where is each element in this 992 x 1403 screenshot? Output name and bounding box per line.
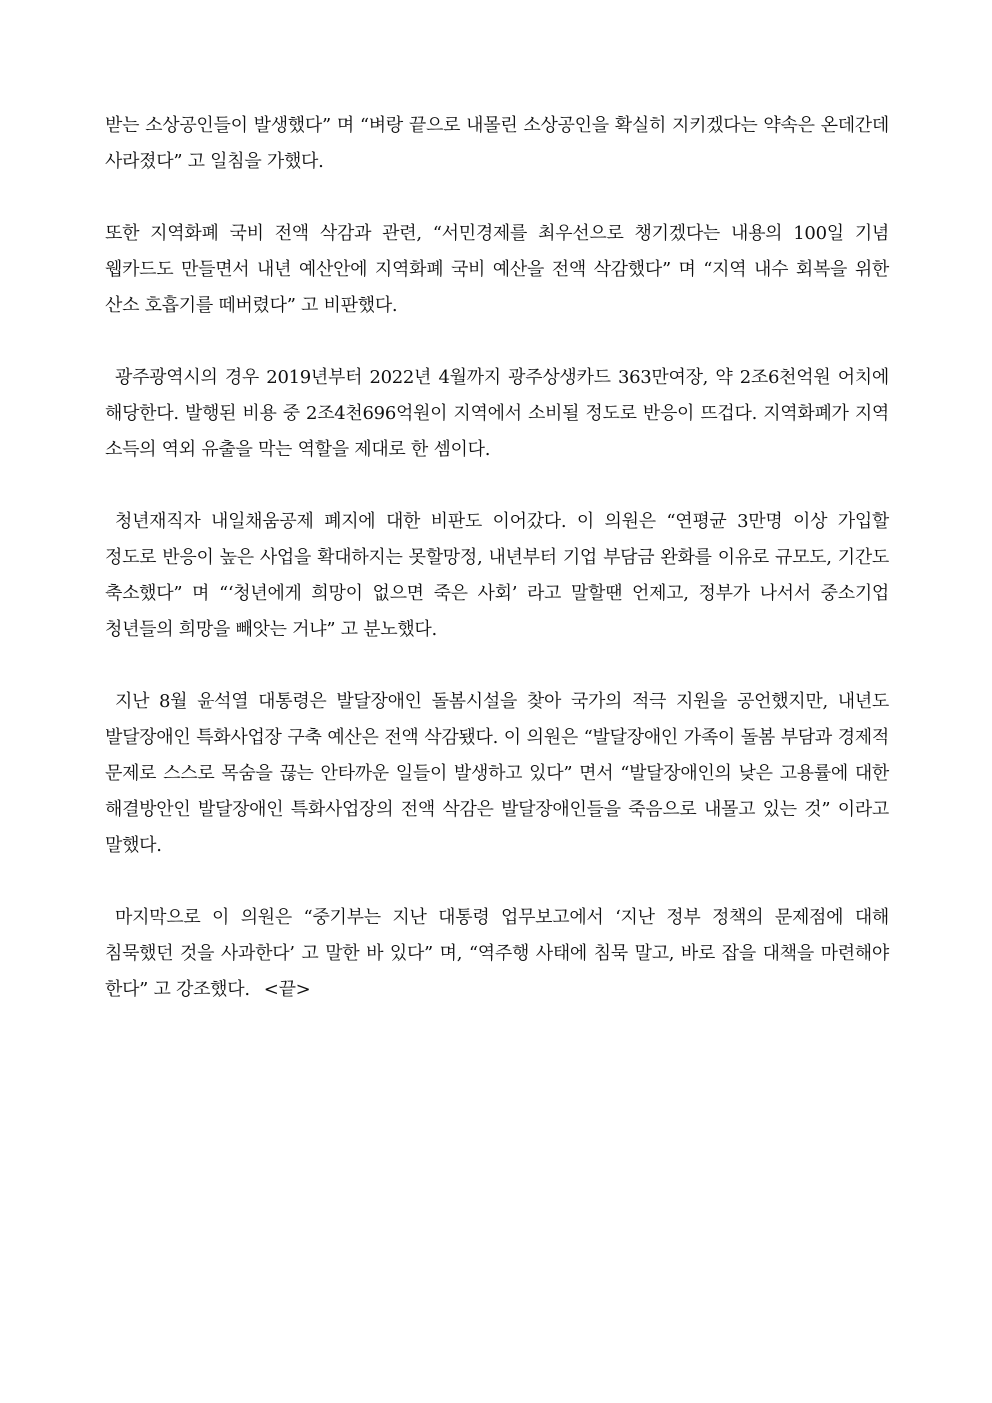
end-mark: <끝> — [263, 979, 311, 1000]
paragraph-text: 받는 소상공인들이 발생했다” 며 “벼랑 끝으로 내몰린 소상공인을 확실히 지키겠다는 약속은 온데간데 사라졌다” 고 일침을 가했다. — [105, 115, 889, 172]
document-body — [105, 108, 889, 1044]
paragraph-1 — [105, 108, 889, 180]
paragraph-text: 또한 지역화폐 국비 전액 삭감과 관련, “서민경제를 최우선으로 챙기겠다는 내용의 100일 기념 웹카드도 만들면서 내년 예산안에 지역화폐 국비 예산을 전액 삭감했다” 며 “지역 내수 회복을 위한 산소 호흡기를 떼버렸다” 고 비판했다. — [105, 223, 889, 316]
paragraph-5 — [105, 684, 889, 864]
paragraph-text: 지난 8월 윤석열 대통령은 발달장애인 돌봄시설을 찾아 국가의 적극 지원을 공언했지만, 내년도 발달장애인 특화사업장 구축 예산은 전액 삭감됐다. 이 의원은 “발달장애인 가족이 돌봄 부담과 경제적 문제로 스스로 목숨을 끊는 안타까운 일들이 발생하고 있다” 면서 “발달장애인의 낮은 고용률에 대한 해결방안인 발달장애인 특화사업장의 전액 삭감은 발달장애인들을 죽음으로 내몰고 있는 것” 이라고 말했다. — [105, 691, 889, 856]
paragraph-6 — [105, 900, 889, 1008]
paragraph-text: 마지막으로 이 의원은 “중기부는 지난 대통령 업무보고에서 ‘지난 정부 정책의 문제점에 대해 침묵했던 것을 사과한다’ 고 말한 바 있다” 며, “역주행 사태에 침묵 말고, 바로 잡을 대책을 마련해야 한다” 고 강조했다. — [105, 907, 889, 1000]
paragraph-text: 광주광역시의 경우 2019년부터 2022년 4월까지 광주상생카드 363만여장, 약 2조6천억원 어치에 해당한다. 발행된 비용 중 2조4천696억원이 지역에서 소비될 정도로 반응이 뜨겁다. 지역화폐가 지역 소득의 역외 유출을 막는 역할을 제대로 한 셈이다. — [105, 367, 889, 460]
paragraph-text: 청년재직자 내일채움공제 폐지에 대한 비판도 이어갔다. 이 의원은 “연평균 3만명 이상 가입할 정도로 반응이 높은 사업을 확대하지는 못할망정, 내년부터 기업 부담금 완화를 이유로 규모도, 기간도 축소했다” 며 “‘청년에게 희망이 없으면 죽은 사회’ 라고 말할땐 언제고, 정부가 나서서 중소기업 청년들의 희망을 빼앗는 거냐” 고 분노했다. — [105, 511, 889, 640]
paragraph-4 — [105, 504, 889, 648]
paragraph-3 — [105, 360, 889, 468]
paragraph-2 — [105, 216, 889, 324]
